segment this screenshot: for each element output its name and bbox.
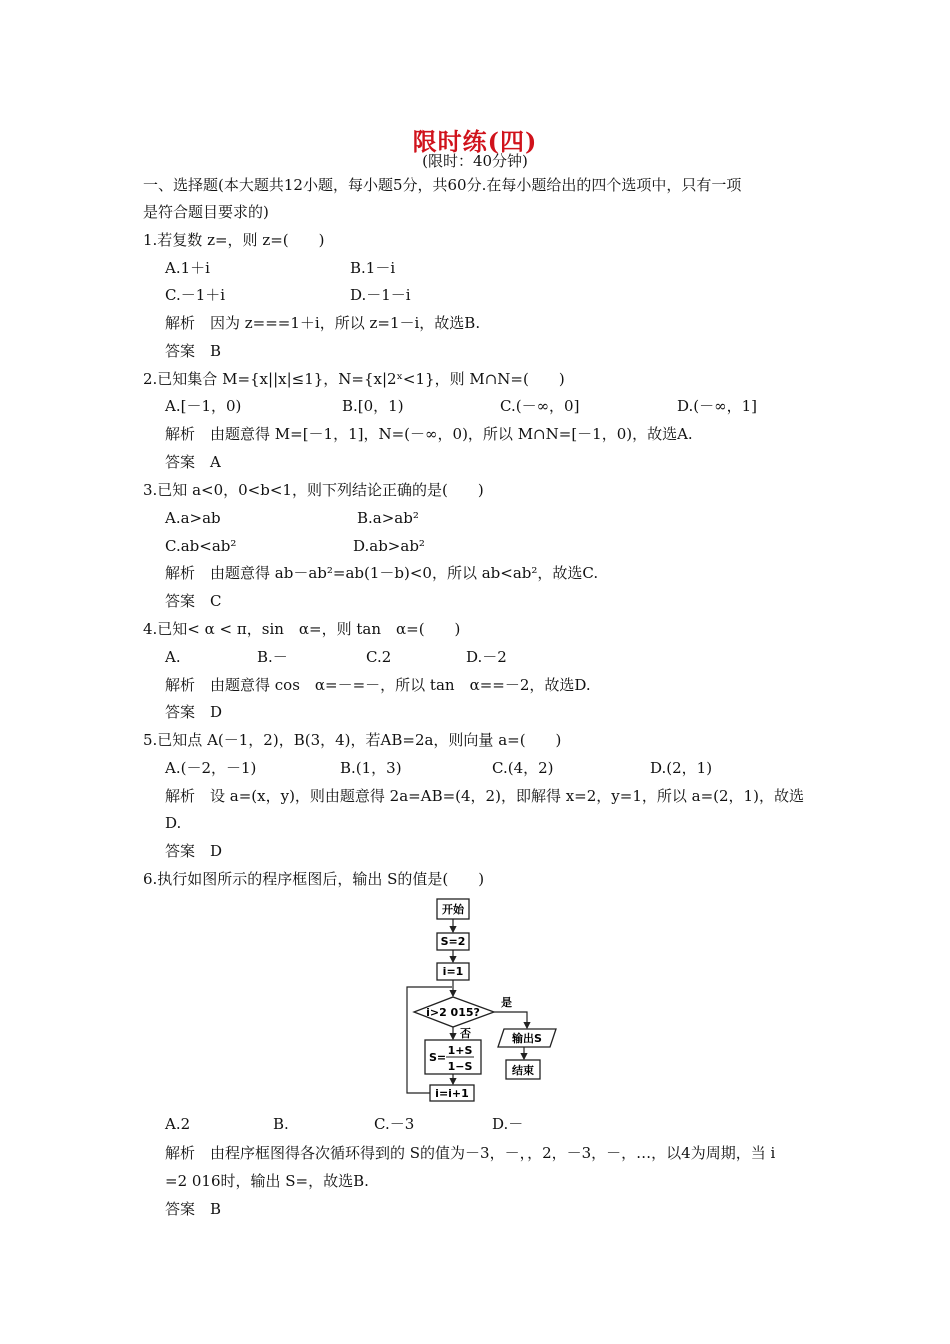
question-3-option-b: B.a>ab² <box>357 509 419 527</box>
flowchart-update-numerator: 1+S <box>447 1044 473 1057</box>
page-title: 限时练(四) <box>412 127 538 156</box>
flowchart-start-label: 开始 <box>442 903 464 916</box>
flowchart-init-i-label: i=1 <box>442 965 464 978</box>
question-5-option-c: C.(4，2) <box>492 759 554 777</box>
question-4-option-d: D.－2 <box>466 648 507 666</box>
flowchart-condition-label: i>2 015? <box>426 1006 480 1019</box>
question-2-option-c: C.(－∞，0] <box>500 397 580 415</box>
section-heading-line1: 一、选择题(本大题共12小题，每小题5分，共60分.在每小题给出的四个选项中，只有一项 <box>143 176 742 194</box>
question-6-option-b: B. <box>273 1115 289 1133</box>
question-6-answer: 答案 B <box>165 1200 222 1218</box>
question-6-stem: 6.执行如图所示的程序框图后，输出 S的值是( ) <box>143 870 485 888</box>
question-1-option-c: C.－1＋i <box>165 286 226 304</box>
question-5-option-b: B.(1，3) <box>340 759 402 777</box>
question-3-stem: 3.已知 a<0，0<b<1，则下列结论正确的是( ) <box>143 481 484 499</box>
question-6-option-a: A.2 <box>165 1115 191 1133</box>
question-5-analysis: 解析 设 a=(x，y)，则由题意得 2a=AB=(4，2)，即解得 x=2，y=1，所以 a=(2，1)，故选 <box>165 787 804 805</box>
question-2-answer: 答案 A <box>165 453 221 471</box>
question-1-answer: 答案 B <box>165 342 222 360</box>
question-4-option-a: A. <box>165 648 181 666</box>
question-4-option-c: C.2 <box>366 648 392 666</box>
question-3-option-c: C.ab<ab² <box>165 537 237 555</box>
question-2-analysis: 解析 由题意得 M=[－1，1]，N=(－∞，0)，所以 M∩N=[－1，0)，故选A. <box>165 425 693 443</box>
question-2-option-d: D.(－∞，1] <box>677 397 758 415</box>
section-heading-line2: 是符合题目要求的) <box>143 203 269 221</box>
question-5-answer: 答案 D <box>165 842 223 860</box>
question-3-option-a: A.a>ab <box>165 509 221 527</box>
flowchart-update-lhs: S= <box>429 1051 447 1064</box>
question-3-option-d: D.ab>ab² <box>353 537 425 555</box>
flowchart-init-s-label: S=2 <box>440 935 466 948</box>
question-6-analysis-cont: =2 016时，输出 S=，故选B. <box>165 1172 369 1190</box>
question-3-analysis: 解析 由题意得 ab－ab²=ab(1－b)<0，所以 ab<ab²，故选C. <box>165 564 599 582</box>
question-2-option-a: A.[－1，0) <box>165 397 242 415</box>
question-4-stem: 4.已知< α < π，sin α=，则 tan α=( ) <box>143 620 461 638</box>
program-flowchart <box>400 893 570 1108</box>
question-5-analysis-cont: D. <box>165 814 182 832</box>
question-1-option-a: A.1＋i <box>165 259 210 277</box>
question-1-stem: 1.若复数 z=，则 z=( ) <box>143 231 325 249</box>
question-4-analysis: 解析 由题意得 cos α=－=－，所以 tan α==－2，故选D. <box>165 676 591 694</box>
question-6-analysis: 解析 由程序框图得各次循环得到的 S的值为－3，－，，2，－3，－，…，以4为周期，当 i <box>165 1144 776 1162</box>
time-limit: (限时：40分钟) <box>422 152 528 170</box>
flowchart-output-label: 输出S <box>512 1032 542 1045</box>
question-5-stem: 5.已知点 A(－1，2)，B(3，4)，若AB=2a，则向量 a=( ) <box>143 731 562 749</box>
flowchart-update-denominator: 1−S <box>447 1060 473 1073</box>
question-6-option-d: D.－ <box>492 1115 524 1133</box>
question-1-option-d: D.－1－i <box>350 286 411 304</box>
question-4-answer: 答案 D <box>165 703 223 721</box>
question-2-option-b: B.[0，1) <box>342 397 404 415</box>
question-4-option-b: B.－ <box>257 648 288 666</box>
flowchart-yes-label: 是 <box>501 996 512 1009</box>
flowchart-no-label: 否 <box>460 1027 471 1040</box>
flowchart-increment-label: i=i+1 <box>435 1087 469 1100</box>
question-2-stem: 2.已知集合 M={x||x|≤1}，N={x|2ˣ<1}，则 M∩N=( ) <box>143 370 565 388</box>
flowchart-end-label: 结束 <box>512 1064 534 1077</box>
question-1-analysis: 解析 因为 z===1＋i，所以 z=1－i，故选B. <box>165 314 481 332</box>
question-5-option-a: A.(－2，－1) <box>165 759 257 777</box>
question-3-answer: 答案 C <box>165 592 222 610</box>
question-1-option-b: B.1－i <box>350 259 396 277</box>
question-5-option-d: D.(2，1) <box>650 759 713 777</box>
question-6-option-c: C.－3 <box>374 1115 415 1133</box>
